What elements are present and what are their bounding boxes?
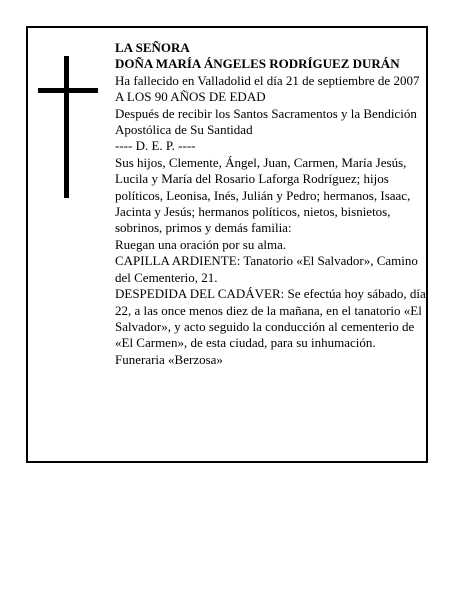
notice-text-block bbox=[115, 40, 426, 368]
cross-horizontal-bar bbox=[38, 88, 98, 93]
family-list: Sus hijos, Clemente, Ángel, Juan, Carmen, María Jesús, Lucila y María del Rosario Laforga Rodríguez; hijos políticos, Leonisa, Inés, Julián y Pedro; hermanos, Isaac, Jacinta y Jesús; hermanos políticos, nietos, bisnietos, sobrinos, primos y demás familia: bbox=[115, 154, 411, 236]
notice-title-line: LA SEÑORA bbox=[115, 40, 190, 55]
prayer-request: Ruegan una oración por su alma. bbox=[115, 236, 287, 252]
farewell-info: DESPEDIDA DEL CADÁVER: Se efectúa hoy sábado, día 22, a las once menos diez de la mañana, en el tanatorio «El Salvador», y acto seguido la conducción al cementerio de «El Carmen», de esta ciudad, para su inhumación. bbox=[115, 286, 426, 351]
latin-cross-icon bbox=[38, 56, 98, 198]
rip-line: ---- D. E. P. ---- bbox=[115, 138, 196, 154]
death-announcement: Ha fallecido en Valladolid el día 21 de septiembre de 2007 bbox=[115, 72, 420, 88]
deceased-name: DOÑA MARÍA ÁNGELES RODRÍGUEZ DURÁN bbox=[115, 56, 400, 72]
funeral-home: Funeraria «Berzosa» bbox=[115, 351, 223, 367]
age-line: A LOS 90 AÑOS DE EDAD bbox=[115, 89, 266, 105]
chapel-info: CAPILLA ARDIENTE: Tanatorio «El Salvador», Camino del Cementerio, 21. bbox=[115, 253, 418, 285]
cross-vertical-bar bbox=[64, 56, 69, 198]
obituary-notice bbox=[26, 26, 428, 463]
sacraments-line: Después de recibir los Santos Sacramentos y la Bendición Apostólica de Su Santidad bbox=[115, 105, 417, 138]
